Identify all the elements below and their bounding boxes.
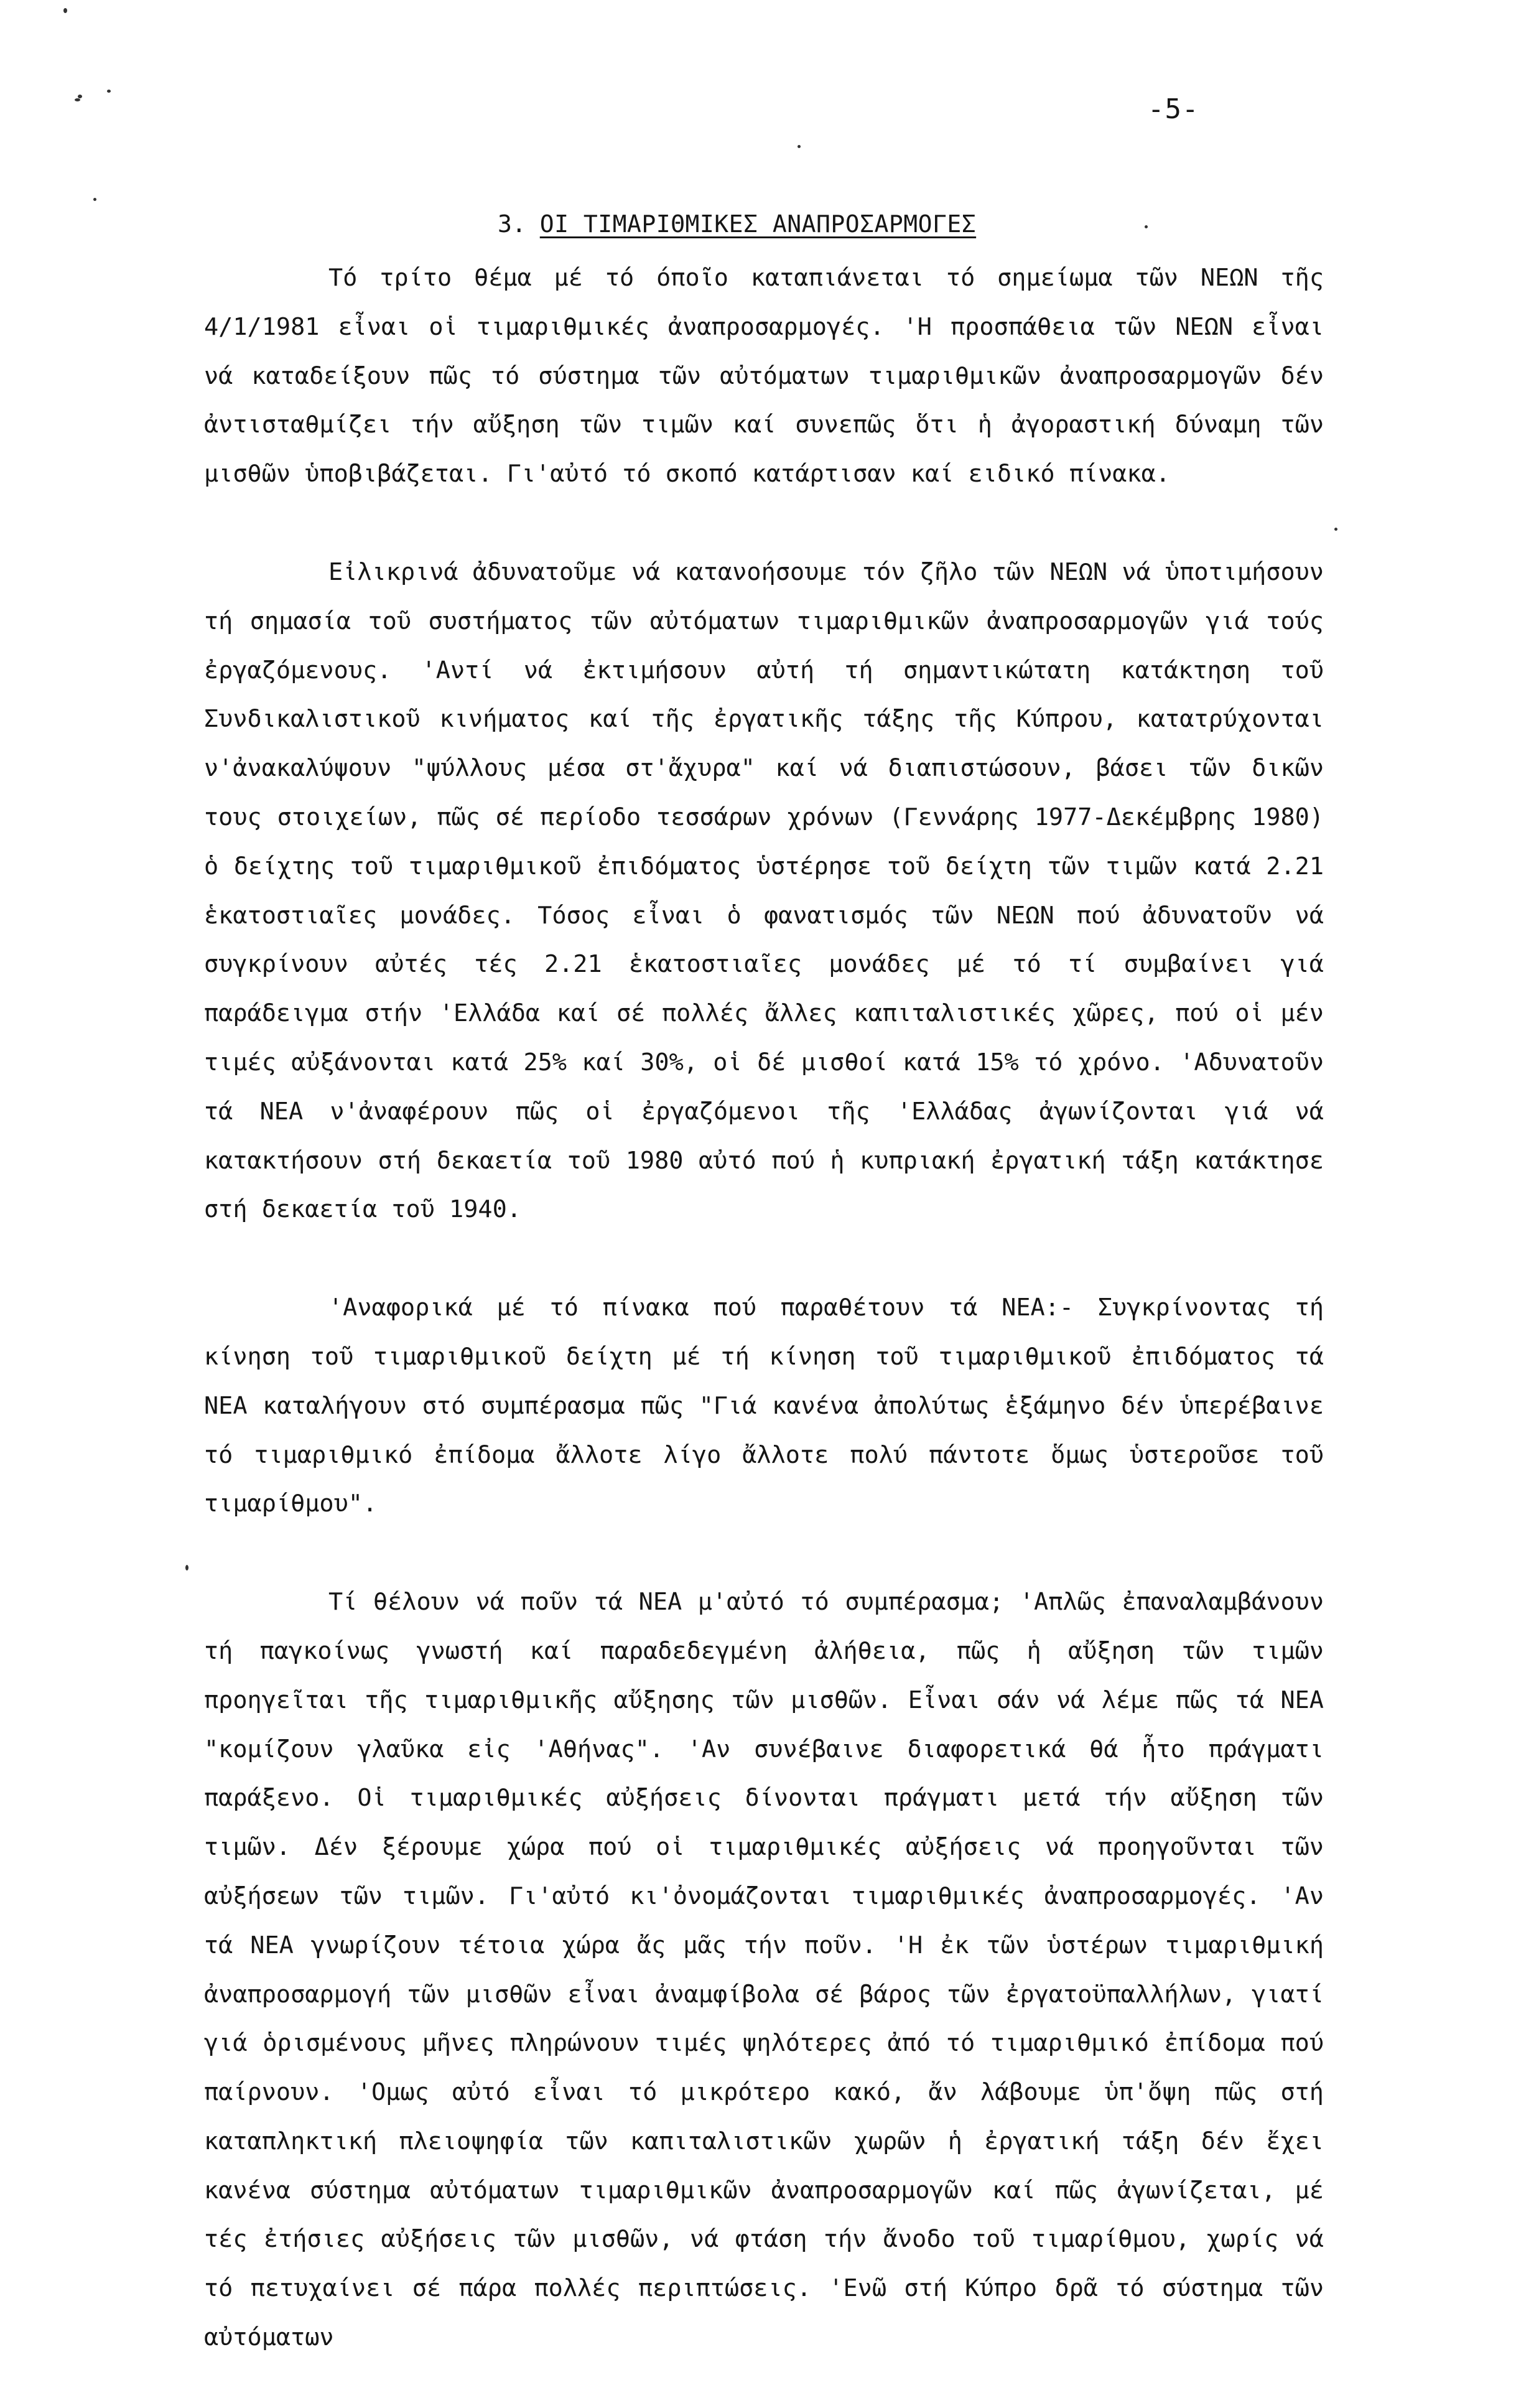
scan-speck — [798, 145, 801, 148]
scan-speck — [75, 98, 80, 101]
section-number: 3. — [498, 210, 526, 238]
paragraph: Εἰλικρινά ἀδυνατοῦμε νά κατανοήσουμε τόν ζῆλο τῶν ΝΕΩΝ νά ὑποτιμήσουν τή σημασία τοῦ συστήματος τῶν αὐτόματων τιμαριθμικῶν ἀναπροσαρμογῶν γιά τούς ἐργαζόμενους. 'Αντί νά ἐκτιμήσουν αὐτή τή σημαντικώτατη κατάκτηση τοῦ Συνδικαλιστικοῦ κινήματος καί τῆς ἐργατικῆς τάξης τῆς Κύπρου, κατατρύχονται ν'ἀνακαλύψουν "ψύλλους μέσα στ'ἄχυρα" καί νά διαπιστώσουν, βάσει τῶν δικῶν τους στοιχείων, πῶς σέ περίοδο τεσσάρων χρόνων (Γεννάρης 1977-Δεκέμβρης 1980) ὁ δείχτης τοῦ τιμαριθμικοῦ ἐπιδόματος ὑστέρησε τοῦ δείχτη τῶν τιμῶν κατά 2.21 ἑκατοστιαῖες μονάδες. Τόσος εἶναι ὁ φανατισμός τῶν ΝΕΩΝ πού ἀδυνατοῦν νά συγκρίνουν αὐτές τές 2.21 ἑκατοστιαῖες μονάδες μέ τό τί συμβαίνει γιά παράδειγμα στήν 'Ελλάδα καί σέ πολλές ἄλλες καπιταλιστικές χῶρες, πού οἱ μέν τιμές αὐξάνονται κατά 25% καί 30%, οἱ δέ μισθοί κατά 15% τό χρόνο. 'Αδυνατοῦν τά ΝΕΑ ν'ἀναφέρουν πῶς οἱ ἐργαζόμενοι τῆς 'Ελλάδας ἀγωνίζονται γιά νά κατακτήσουν στή δεκαετία τοῦ 1980 αὐτό πού ἡ κυπριακή ἐργατική τάξη κατάκτησε στή δεκαετία τοῦ 1940. — [204, 558, 1324, 1224]
scan-speck — [185, 1565, 188, 1570]
section-heading — [498, 210, 976, 238]
paragraph: 'Αναφορικά μέ τό πίνακα πού παραθέτουν τά ΝΕΑ:- Συγκρίνοντας τή κίνηση τοῦ τιμαριθμικοῦ δείχτη μέ τή κίνηση τοῦ τιμαριθμικοῦ ἐπιδόματος τά ΝΕΑ καταλήγουν στό συμπέρασμα πῶς "Γιά κανένα ἀπολύτως ἑξάμηνο δέν ὑπερέβαινε τό τιμαριθμικό ἐπίδομα ἄλλοτε λίγο ἄλλοτε πολύ πάντοτε ὅμως ὑστεροῦσε τοῦ τιμαρίθμου". — [204, 1294, 1324, 1518]
section-title: ΟΙ ΤΙΜΑΡΙΘΜΙΚΕΣ ΑΝΑΠΡΟΣΑΡΜΟΓΕΣ — [539, 210, 977, 238]
scan-speck — [1145, 225, 1148, 228]
paragraph: Τό τρίτο θέμα μέ τό όποῖο καταπιάνεται τό σημείωμα τῶν ΝΕΩΝ τῆς 4/1/1981 εἶναι οἱ τιμαριθμικές ἀναπροσαρμογές. 'Η προσπάθεια τῶν ΝΕΩΝ εἶναι νά καταδείξουν πῶς τό σύστημα τῶν αὐτόματων τιμαριθμικῶν ἀναπροσαρμογῶν δέν ἀντισταθμίζει τήν αὔξηση τῶν τιμῶν καί συνεπῶς ὅτι ἡ ἀγοραστική δύναμη τῶν μισθῶν ὑποβιβάζεται. Γι'αὐτό τό σκοπό κατάρτισαν καί ειδικό πίνακα. — [204, 264, 1324, 488]
page-number: -5- — [1148, 93, 1199, 125]
paragraph: Τί θέλουν νά ποῦν τά ΝΕΑ μ'αὐτό τό συμπέρασμα; 'Απλῶς ἐπαναλαμβάνουν τή παγκοίνως γνωστή καί παραδεδεγμένη ἀλήθεια, πῶς ἡ αὔξηση τῶν τιμῶν προηγεῖται τῆς τιμαριθμικῆς αὔξησης τῶν μισθῶν. Εἶναι σάν νά λέμε πῶς τά ΝΕΑ "κομίζουν γλαῦκα εἰς 'Αθήνας". 'Αν συνέβαινε διαφορετικά θά ἦτο πράγματι παράξενο. Οἱ τιμαριθμικές αὐξήσεις δίνονται πράγματι μετά τήν αὔξηση τῶν τιμῶν. Δέν ξέρουμε χώρα πού οἱ τιμαριθμικές αὐξήσεις νά προηγοῦνται τῶν αὐξήσεων τῶν τιμῶν. Γι'αὐτό κι'ὀνομάζονται τιμαριθμικές ἀναπροσαρμογές. 'Αν τά ΝΕΑ γνωρίζουν τέτοια χώρα ἄς μᾶς τήν ποῦν. 'Η ἐκ τῶν ὑστέρων τιμαριθμική ἀναπροσαρμογή τῶν μισθῶν εἶναι ἀναμφίβολα σέ βάρος τῶν ἐργατοϋπαλλήλων, γιατί γιά ὁρισμένους μῆνες πληρώνουν τιμές ψηλότερες ἀπό τό τιμαριθμικό ἐπίδομα πού παίρνουν. 'Ομως αὐτό εἶναι τό μικρότερο κακό, ἄν λάβουμε ὑπ'ὄψη πῶς στή καταπληκτική πλειοψηφία τῶν καπιταλιστικῶν χωρῶν ἡ ἐργατική τάξη δέν ἔχει κανένα σύστημα αὐτόματων τιμαριθμικῶν ἀναπροσαρμογῶν καί πῶς ἀγωνίζεται, μέ τές ἐτήσιες αὐξήσεις τῶν μισθῶν, νά φτάση τήν ἄνοδο τοῦ τιμαρίθμου, χωρίς νά τό πετυχαίνει σέ πάρα πολλές περιπτώσεις. 'Ενῶ στή Κύπρο δρᾶ τό σύστημα τῶν αὐτόματων — [204, 1588, 1324, 2352]
scan-speck — [1334, 528, 1337, 531]
scan-speck — [78, 95, 82, 98]
body-text — [204, 254, 1324, 2363]
scan-speck — [107, 90, 111, 93]
scan-speck — [63, 8, 67, 13]
scan-speck — [93, 198, 96, 201]
